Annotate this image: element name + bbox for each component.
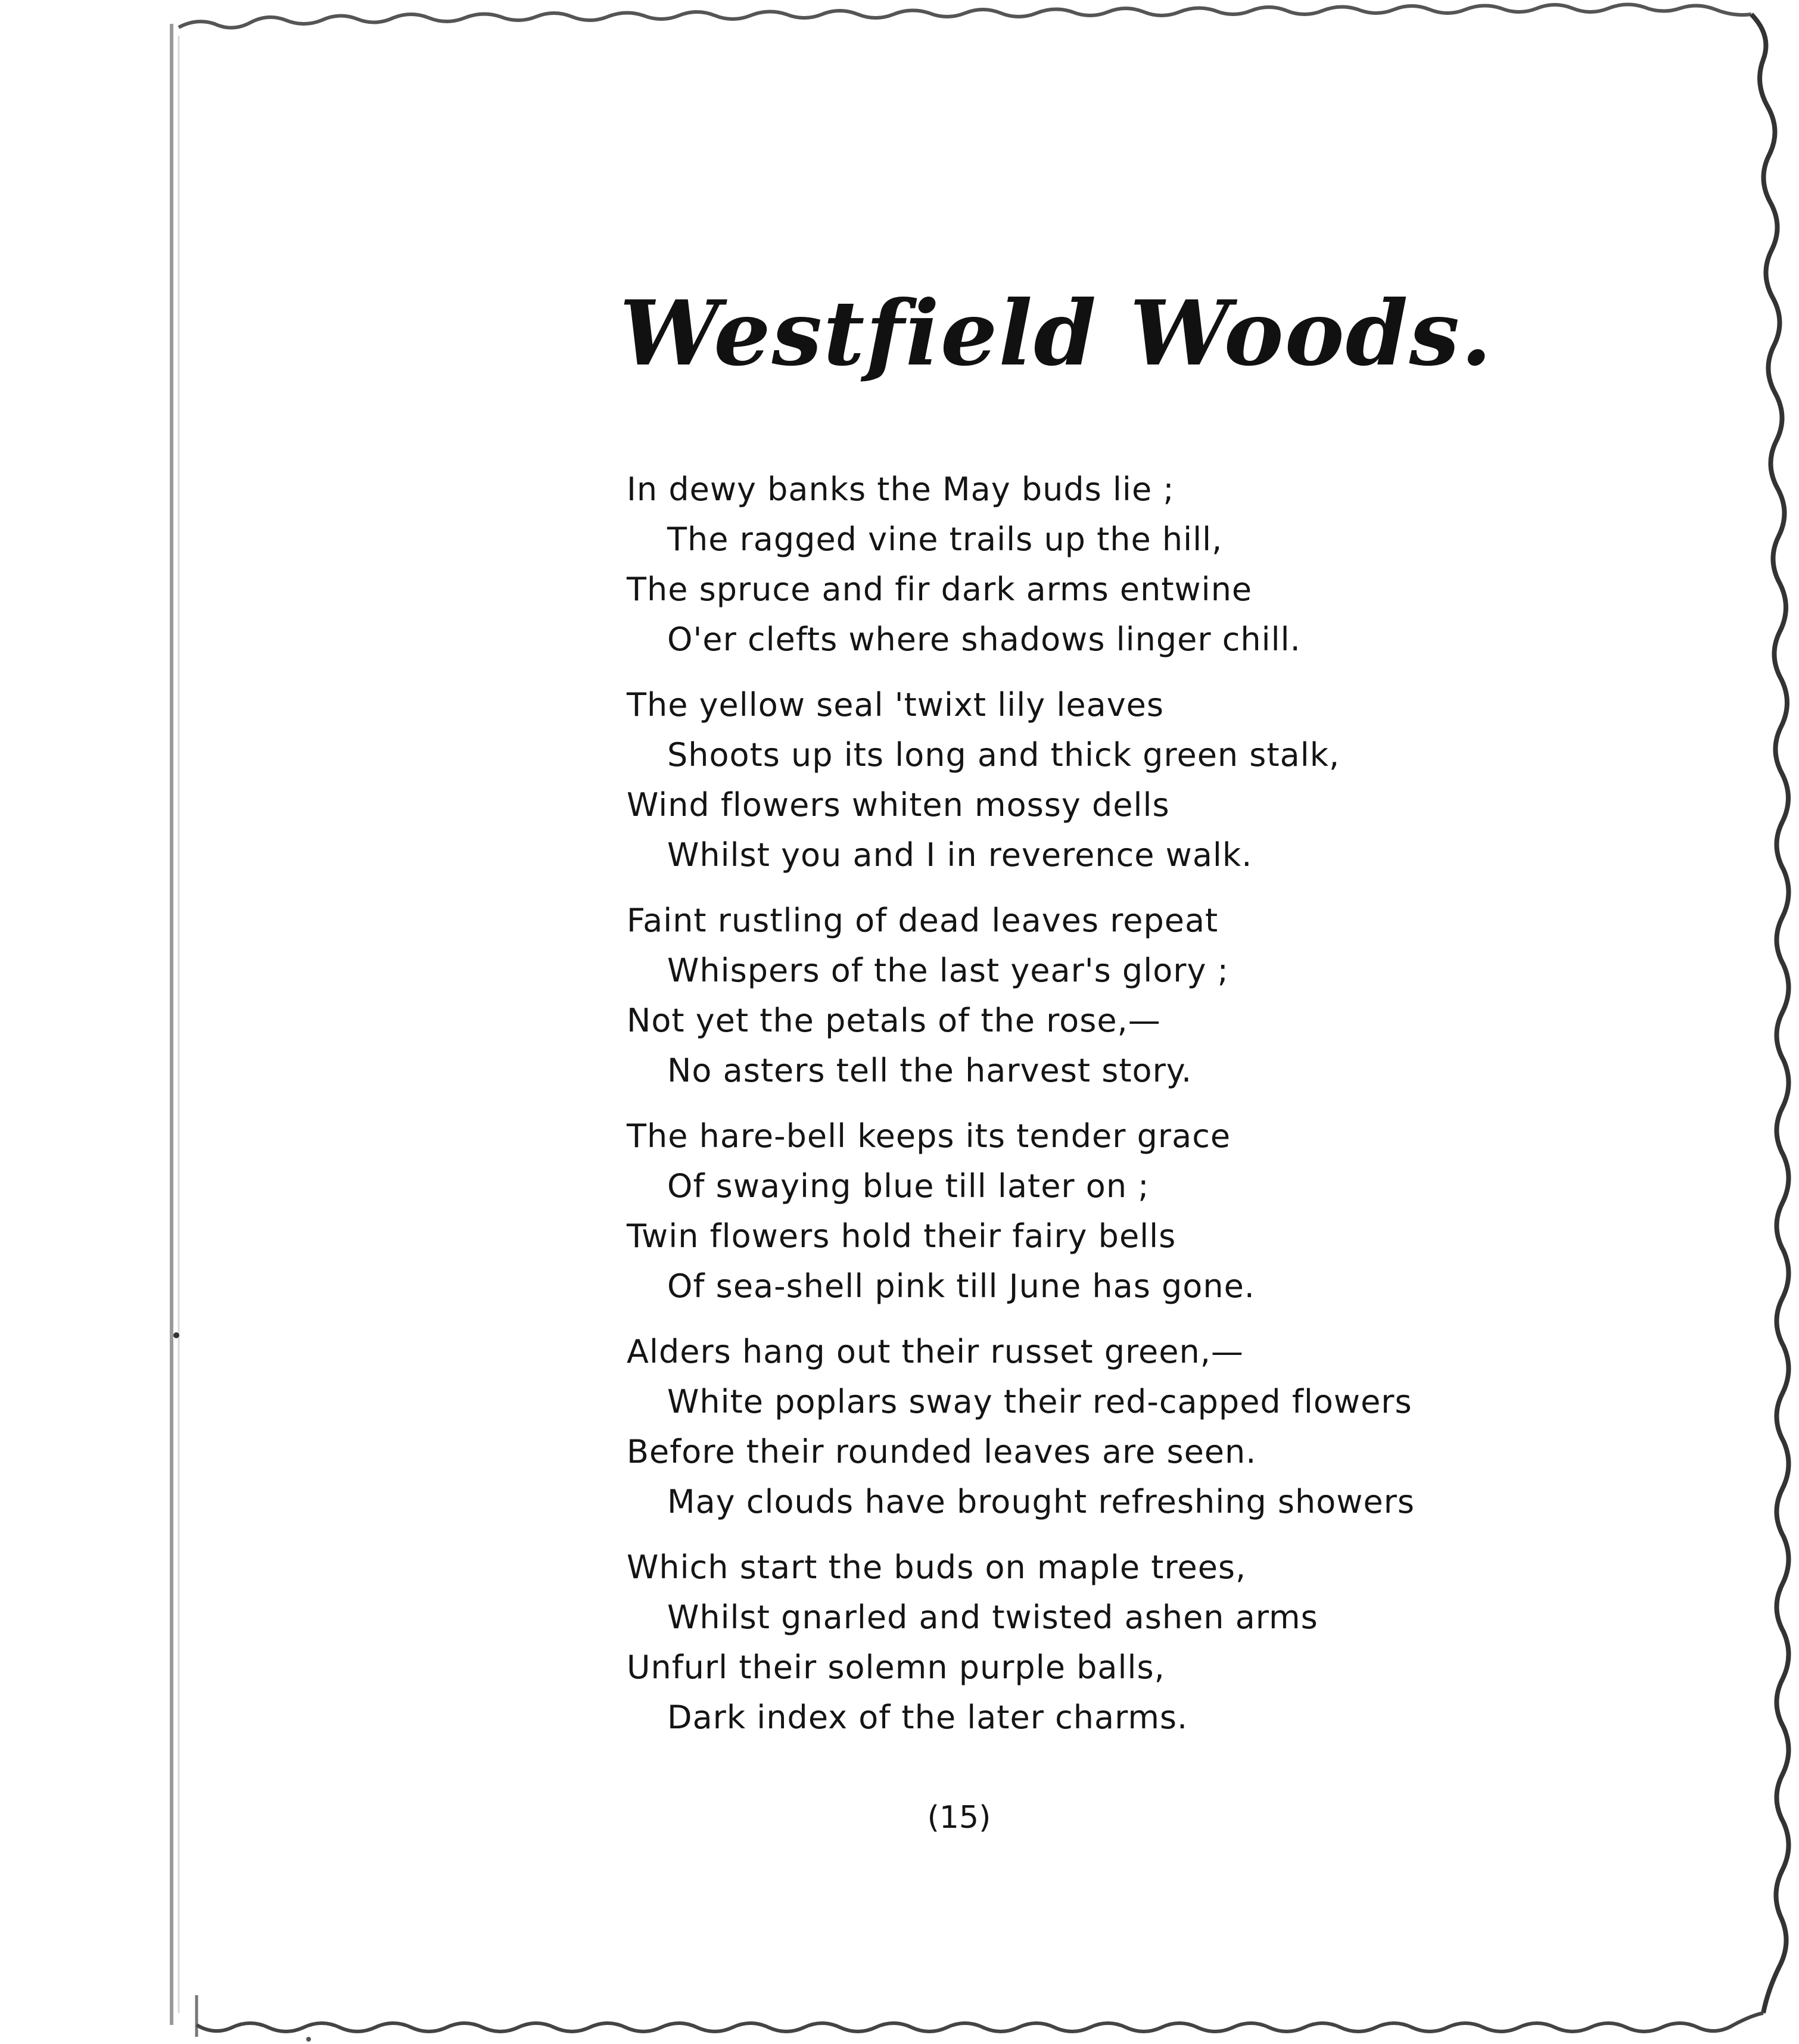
poem-line: Of sea-shell pink till June has gone. xyxy=(667,1267,1255,1305)
poem-line: Wind flowers whiten mossy dells xyxy=(627,786,1170,824)
poem-line: The ragged vine trails up the hill, xyxy=(667,521,1223,558)
poem-line: Whispers of the last year's glory ; xyxy=(667,952,1229,989)
poem-line: Whilst gnarled and twisted ashen arms xyxy=(667,1599,1318,1636)
poem-title: Westfield Woods. xyxy=(620,281,1493,386)
page-number: (15) xyxy=(927,1800,991,1836)
scan-speck xyxy=(173,1332,179,1338)
stanza xyxy=(627,1111,1473,1311)
poem-line: Unfurl their solemn purple balls, xyxy=(627,1649,1165,1686)
stanza xyxy=(627,1543,1473,1743)
poem-line: Which start the buds on maple trees, xyxy=(627,1548,1247,1586)
stanza xyxy=(627,896,1473,1096)
poem-line: Twin flowers hold their fairy bells xyxy=(627,1217,1176,1255)
scalloped-bottom-edge xyxy=(197,2013,1763,2031)
poem-line: Of swaying blue till later on ; xyxy=(667,1167,1150,1205)
poem-line: No asters tell the harvest story. xyxy=(667,1052,1193,1089)
poem-line: The yellow seal 'twixt lily leaves xyxy=(627,686,1165,724)
poem-line: Not yet the petals of the rose,— xyxy=(627,1002,1161,1039)
poem-line: Before their rounded leaves are seen. xyxy=(627,1433,1257,1470)
stanza xyxy=(627,1327,1473,1527)
poem-line: The hare-bell keeps its tender grace xyxy=(627,1117,1231,1155)
poem-line: Shoots up its long and thick green stalk, xyxy=(667,736,1340,774)
scan-speck xyxy=(306,2037,311,2042)
poem-line: Faint rustling of dead leaves repeat xyxy=(627,902,1219,939)
stanza xyxy=(627,680,1473,880)
poem-line: White poplars sway their red-capped flowers xyxy=(667,1383,1412,1420)
poem-line: Dark index of the later charms. xyxy=(667,1699,1188,1736)
stanza xyxy=(627,465,1473,665)
poem-line: Alders hang out their russet green,— xyxy=(627,1333,1244,1370)
poem-line: O'er clefts where shadows linger chill. xyxy=(667,621,1301,658)
scalloped-top-edge xyxy=(179,4,1751,27)
scalloped-right-edge xyxy=(1751,14,1789,2013)
poem-line: In dewy banks the May buds lie ; xyxy=(627,471,1175,508)
poem-line: May clouds have brought refreshing showers xyxy=(667,1483,1415,1520)
poem-line: Whilst you and I in reverence walk. xyxy=(667,836,1253,874)
poem-line: The spruce and fir dark arms entwine xyxy=(627,571,1253,608)
poem-body xyxy=(627,465,1473,1758)
